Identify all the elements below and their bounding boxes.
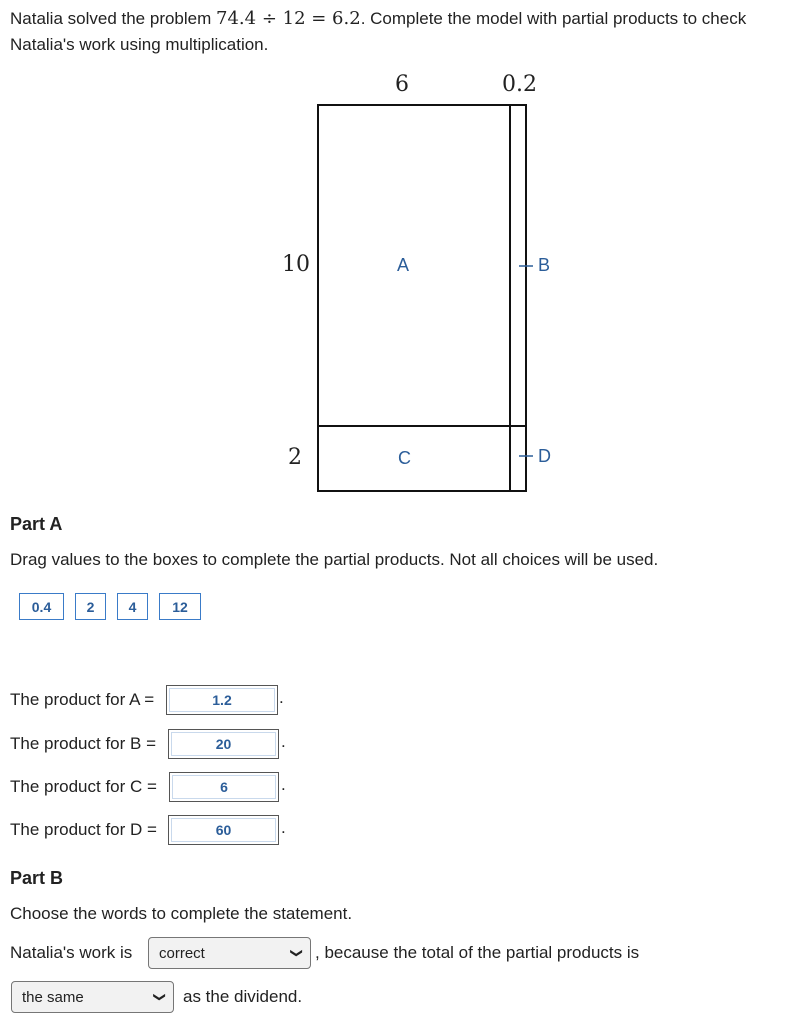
product-c-period: . bbox=[281, 775, 286, 794]
product-b-dropzone[interactable] bbox=[168, 729, 279, 759]
question-lead: Natalia solved the problem bbox=[10, 9, 212, 28]
product-a-period: . bbox=[279, 688, 284, 707]
product-d-value[interactable]: 60 bbox=[171, 818, 276, 842]
product-b-value[interactable]: 20 bbox=[171, 732, 276, 756]
choice-tile-2[interactable]: 2 bbox=[75, 593, 106, 620]
product-b-period: . bbox=[281, 732, 286, 751]
area-model bbox=[0, 64, 789, 504]
model-outer-rect bbox=[318, 105, 526, 491]
product-a-dropzone[interactable] bbox=[166, 685, 278, 715]
choice-tile-12[interactable]: 12 bbox=[159, 593, 201, 620]
choice-tile-0.4[interactable]: 0.4 bbox=[19, 593, 64, 620]
statement-prefix: Natalia's work is bbox=[10, 943, 133, 962]
product-a-value[interactable]: 1.2 bbox=[169, 688, 275, 712]
row-label-2: 2 bbox=[288, 445, 302, 470]
comparison-value: the same bbox=[22, 988, 84, 1006]
row-label-1: 10 bbox=[282, 252, 310, 277]
statement-suffix: as the dividend. bbox=[183, 987, 303, 1006]
cell-label-b: B bbox=[538, 255, 551, 275]
part-b-instruction: Choose the words to complete the statement. bbox=[10, 904, 353, 923]
part-b-heading: Part B bbox=[10, 868, 64, 888]
area-model-grid bbox=[0, 64, 789, 504]
cell-label-a: A bbox=[397, 255, 410, 275]
work-correctness-value: correct bbox=[159, 944, 205, 962]
chevron-down-icon: ❯ bbox=[289, 947, 304, 959]
product-b-label: The product for B = bbox=[10, 734, 156, 753]
product-d-dropzone[interactable] bbox=[168, 815, 279, 845]
question-expression: 74.4 ÷ 12 = 6.2 bbox=[216, 8, 361, 29]
product-c-dropzone[interactable] bbox=[169, 772, 279, 802]
comparison-select[interactable] bbox=[11, 981, 174, 1013]
cell-label-d: D bbox=[538, 446, 551, 466]
question-text bbox=[10, 6, 780, 58]
product-c-value[interactable]: 6 bbox=[172, 775, 276, 799]
col-label-2: 0.2 bbox=[502, 72, 537, 97]
choice-tile-4[interactable]: 4 bbox=[117, 593, 148, 620]
col-label-1: 6 bbox=[395, 72, 409, 97]
work-correctness-select[interactable] bbox=[148, 937, 311, 969]
question-tail: . Complete the model with partial products to check Natalia's work using multiplication. bbox=[10, 9, 747, 54]
statement-middle: , because the total of the partial products is bbox=[315, 943, 640, 962]
product-d-period: . bbox=[281, 818, 286, 837]
product-c-label: The product for C = bbox=[10, 777, 157, 796]
product-a-label: The product for A = bbox=[10, 690, 155, 709]
part-a-heading: Part A bbox=[10, 514, 63, 534]
cell-label-c: C bbox=[398, 448, 411, 468]
chevron-down-icon: ❯ bbox=[152, 991, 167, 1003]
product-d-label: The product for D = bbox=[10, 820, 157, 839]
part-a-instruction: Drag values to the boxes to complete the partial products. Not all choices will be used. bbox=[10, 550, 659, 569]
